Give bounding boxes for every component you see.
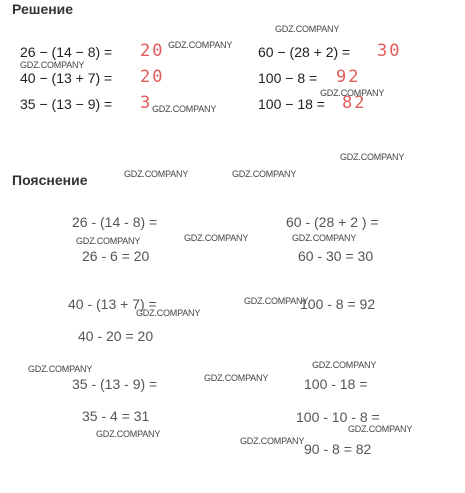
explanation-line: 100 - 10 - 8 = — [296, 409, 380, 425]
solution-expression: 26 − (14 − 8) = — [20, 44, 113, 60]
watermark: GDZ.COMPANY — [244, 296, 309, 306]
solution-answer: 3 — [140, 93, 153, 113]
watermark: GDZ.COMPANY — [240, 436, 305, 446]
watermark: GDZ.COMPANY — [184, 233, 249, 243]
explanation-line: 26 - (14 - 8) = — [72, 214, 158, 230]
explanation-line: 35 - (13 - 9) = — [72, 376, 158, 392]
watermark: GDZ.COMPANY — [124, 169, 189, 179]
solution-expression: 100 − 18 = — [258, 96, 325, 112]
watermark: GDZ.COMPANY — [312, 360, 377, 370]
solution-expression: 40 − (13 + 7) = — [20, 70, 113, 86]
explanation-line: 60 - (28 + 2 ) = — [286, 214, 379, 230]
solution-heading: Решение — [12, 1, 74, 17]
explanation-line: 100 - 18 = — [304, 376, 368, 392]
watermark: GDZ.COMPANY — [320, 88, 385, 98]
watermark: GDZ.COMPANY — [76, 236, 141, 246]
watermark: GDZ.COMPANY — [28, 364, 93, 374]
solution-answer: 82 — [342, 93, 367, 113]
solution-answer: 30 — [377, 41, 402, 61]
explanation-line: 26 - 6 = 20 — [82, 248, 150, 264]
watermark: GDZ.COMPANY — [96, 429, 161, 439]
watermark: GDZ.COMPANY — [348, 424, 413, 434]
explanation-line: 35 - 4 = 31 — [82, 408, 150, 424]
explanation-line: 60 - 30 = 30 — [298, 248, 374, 264]
explanation-line: 40 - (13 + 7) = — [68, 296, 157, 312]
solution-answer: 92 — [336, 67, 361, 87]
watermark: GDZ.COMPANY — [292, 233, 357, 243]
solution-expression: 35 − (13 − 9) = — [20, 96, 113, 112]
explanation-line: 90 - 8 = 82 — [304, 441, 372, 457]
explanation-line: 40 - 20 = 20 — [78, 328, 154, 344]
solution-expression: 100 − 8 = — [258, 70, 318, 86]
explanation-heading: Пояснение — [12, 172, 88, 188]
watermark: GDZ.COMPANY — [232, 169, 297, 179]
watermark: GDZ.COMPANY — [168, 40, 233, 50]
watermark: GDZ.COMPANY — [152, 104, 217, 114]
solution-expression: 60 − (28 + 2) = — [258, 44, 351, 60]
explanation-line: 100 - 8 = 92 — [300, 296, 376, 312]
watermark: GDZ.COMPANY — [136, 308, 201, 318]
watermark: GDZ.COMPANY — [340, 152, 405, 162]
watermark: GDZ.COMPANY — [204, 373, 269, 383]
solution-answer: 20 — [140, 67, 165, 87]
solution-answer: 20 — [140, 41, 165, 61]
watermark: GDZ.COMPANY — [20, 60, 85, 70]
watermark: GDZ.COMPANY — [275, 24, 340, 34]
